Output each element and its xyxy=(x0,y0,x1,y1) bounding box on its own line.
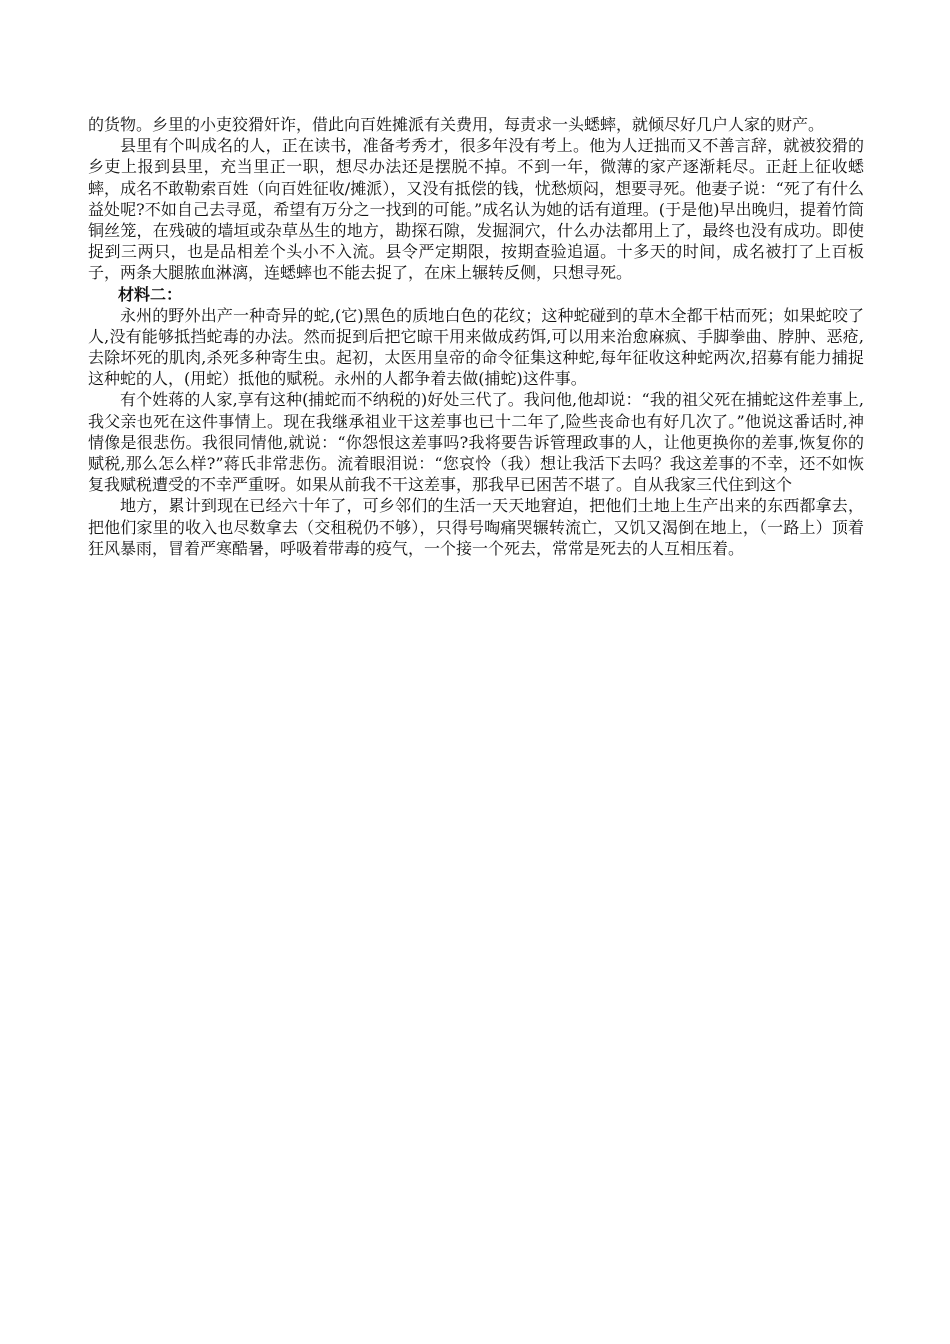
paragraph-3: 永州的野外出产一种奇异的蛇,(它)黑色的质地白色的花纹；这种蛇碰到的草木全都干枯而死；如果蛇咬了人,没有能够抵挡蛇毒的办法。然而捉到后把它晾干用来做成药饵,可以用来治愈麻疯、手脚拳曲、脖肿、恶疮,去除坏死的肌肉,杀死多种寄生虫。起初，太医用皇帝的命令征集这种蛇,每年征收这种蛇两次,招募有能力捕捉这种蛇的人，(用蛇）抵他的赋税。永州的人都争着去做(捕蛇)这件事。 xyxy=(88,305,864,389)
paragraph-2: 县里有个叫成名的人，正在读书，准备考秀才，很多年没有考上。他为人迂拙而又不善言辞，就被狡猾的乡吏上报到县里，充当里正一职，想尽办法还是摆脱不掉。不到一年，微薄的家产逐渐耗尽。正赶上征收蟋蟀，成名不敢勒索百姓（向百姓征收/摊派），又没有抵偿的钱，忧愁烦闷，想要寻死。他妻子说：“死了有什么益处呢?不如自己去寻觅，希望有万分之一找到的可能。”成名认为她的话有道理。(于是他)早出晚归，提着竹筒铜丝笼，在残破的墙垣或杂草丛生的地方，勘探石隙，发掘洞穴，什么办法都用上了，最终也没有成功。即使捉到三两只，也是品相差个头小不入流。县令严定期限，按期查验追逼。十多天的时间，成名被打了上百板子，两条大腿脓血淋漓，连蟋蟀也不能去捉了，在床上辗转反侧，只想寻死。 xyxy=(88,136,864,283)
document-body xyxy=(88,114,864,559)
paragraph-4: 有个姓蒋的人家,享有这种(捕蛇而不纳税的)好处三代了。我问他,他却说：“我的祖父死在捕蛇这件差事上,我父亲也死在这件事情上。现在我继承祖业干这差事也已十二年了,险些丧命也有好几次了。”他说这番话时,神情像是很悲伤。我很同情他,就说：“你怨恨这差事吗?我将要告诉管理政事的人，让他更换你的差事,恢复你的赋税,那么怎么样?”蒋氏非常悲伤。流着眼泪说：“您哀怜（我）想让我活下去吗？我这差事的不幸，还不如恢复我赋税遭受的不幸严重呀。如果从前我不干这差事，那我早已困苦不堪了。自从我家三代住到这个 xyxy=(88,390,864,495)
section-heading-material-2: 材料二： xyxy=(118,284,183,304)
paragraph-5: 地方，累计到现在已经六十年了，可乡邻们的生活一天天地窘迫，把他们土地上生产出来的东西都拿去，把他们家里的收入也尽数拿去（交租税仍不够），只得号啕痛哭辗转流亡，又饥又渴倒在地上，（一路上）顶着狂风暴雨，冒着严寒酷暑，呼吸着带毒的疫气，一个接一个死去，常常是死去的人互相压着。 xyxy=(88,496,864,558)
paragraph-1: 的货物。乡里的小吏狡猾奸诈，借此向百姓摊派有关费用，每责求一头蟋蟀，就倾尽好几户人家的财产。 xyxy=(88,115,825,134)
